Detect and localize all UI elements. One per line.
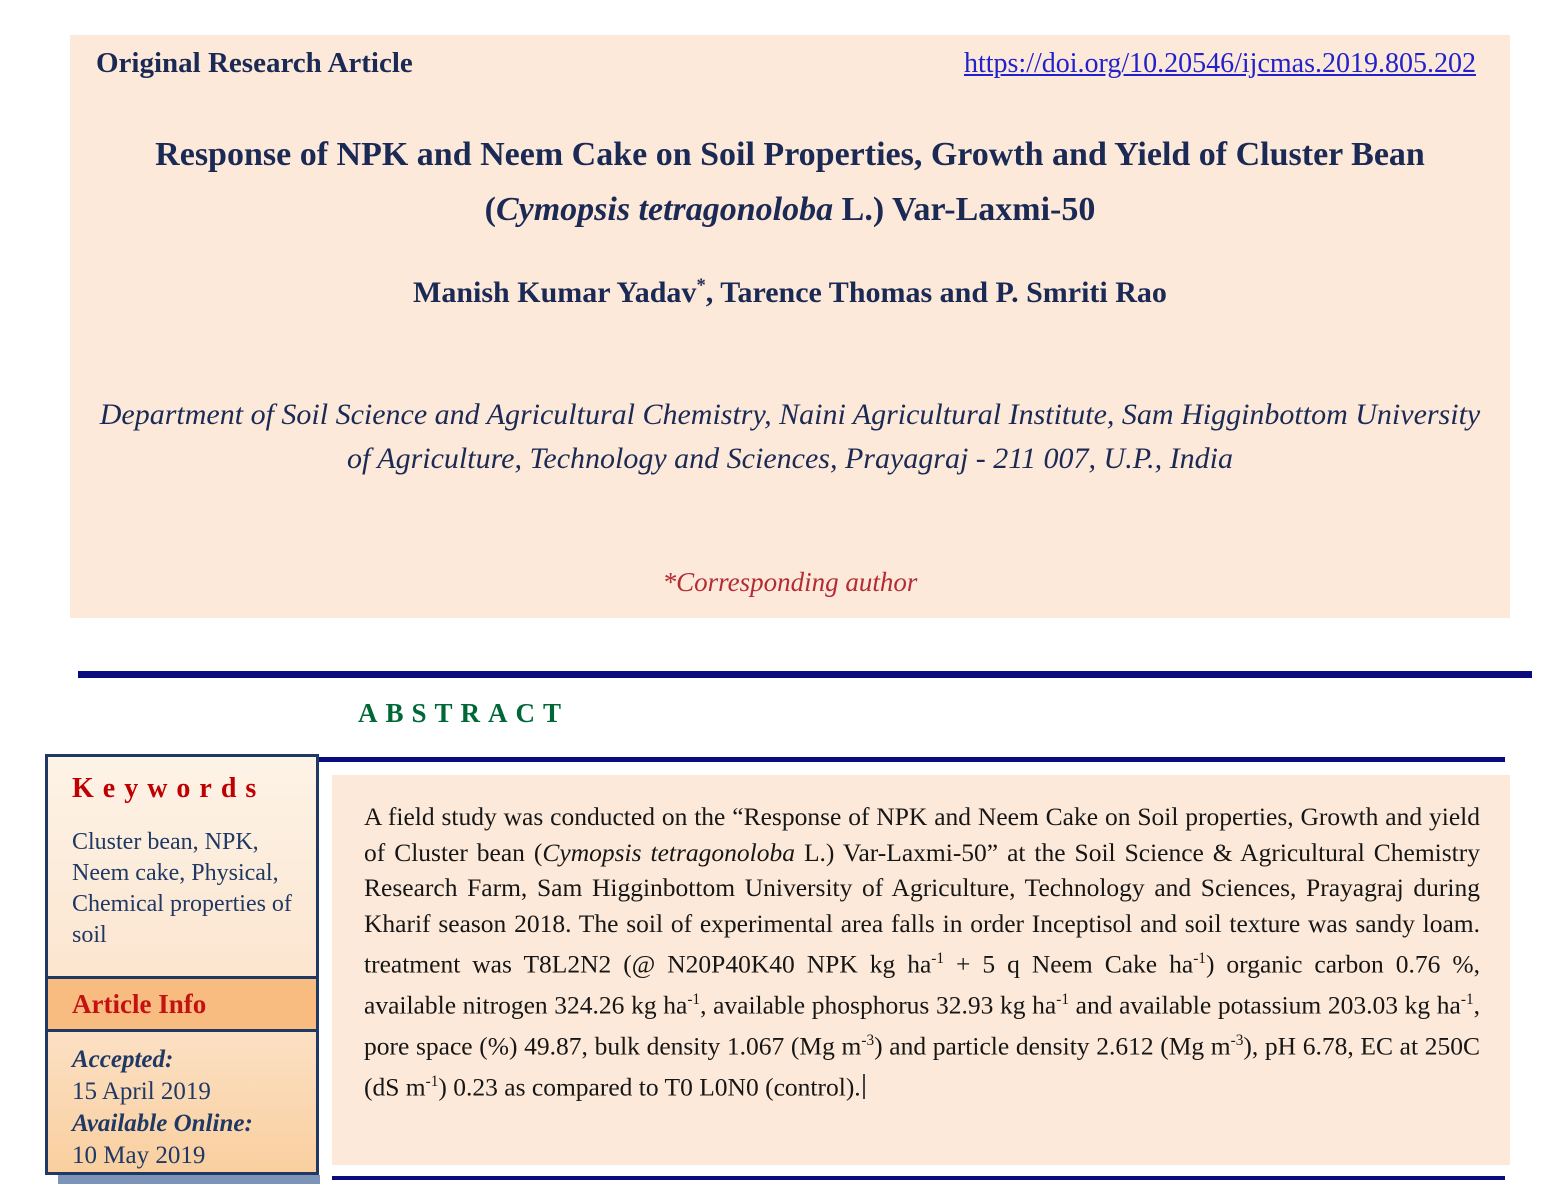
keywords-list: Cluster bean, NPK, Neem cake, Physical, Chemical properties of soil [72, 829, 292, 948]
box-drop-shadow [58, 1175, 320, 1184]
article-info-heading: Article Info [72, 988, 207, 1019]
article-info-header [48, 976, 316, 1032]
authors-line: Manish Kumar Yadav*, Tarence Thomas and P. Smriti Rao [413, 275, 1167, 309]
doi-link[interactable]: https://doi.org/10.20546/ijcmas.2019.805.202 [963, 48, 1476, 79]
paper-title: Response of NPK and Neem Cake on Soil Properties, Growth and Yield of Cluster Bean (Cymopsis tetragonoloba L.) Var-Laxmi-50 [155, 136, 1425, 228]
abstract-divider-rule [318, 757, 1505, 762]
bottom-divider-rule [332, 1176, 1505, 1180]
accepted-label: Accepted: [72, 1046, 174, 1073]
text-cursor [863, 1074, 865, 1099]
abstract-text: A field study was conducted on the “Response of NPK and Neem Cake on Soil properties, Growth and yield of Cluster bean (Cymopsis tetragonoloba L.) Var-Laxmi-50” at the Soil Science & Agricultural Chemistry Research Farm, Sam Higginbottom University of Agriculture, Technology and Sciences, Prayagraj during Kharif season 2018. The soil of experimental area falls in order Inceptisol and soil texture was sandy loam. treatment was T8L2N2 (@ N20P40K40 NPK kg $ha^{-1} + 5$ q Neem Cake $ha^{-1}$) organic carbon 0.76 %, available nitrogen 324.26 kg $ha^{-1}$, available phosphorus 32.93 kg $ha^{-1}$ and available potassium 203.03 kg $ha^{-1}$, pore space (%) 49.87, bulk density 1.067 (Mg $m^{-3}$) and particle density 2.612 (Mg $m^{-3}$), pH 6.78, EC at 250C (dS $m^{-1}$) 0.23 as compared to T0 L0N0 (control). [364, 802, 1481, 1102]
keywords-heading: Keywords [72, 773, 266, 804]
top-divider-rule [78, 671, 1532, 678]
keywords-section [48, 757, 316, 976]
article-type-label: Original Research Article [96, 47, 413, 79]
header-row [96, 47, 1476, 80]
available-online-date: 10 May 2019 [72, 1142, 206, 1169]
abstract-box [332, 775, 1510, 1165]
header-panel [70, 35, 1510, 618]
keywords-article-info-box [45, 754, 319, 1175]
accepted-date: 15 April 2019 [72, 1078, 211, 1105]
article-info-body [48, 1032, 316, 1172]
affiliation: Department of Soil Science and Agricultural Chemistry, Naini Agricultural Institute, Sam Higginbottom University of Agriculture, Technology and Sciences, Prayagraj - 211 007, U.P., India [99, 398, 1481, 475]
corresponding-author-note: *Corresponding author [662, 567, 918, 597]
abstract-heading: ABSTRACT [358, 698, 570, 728]
available-online-label: Available Online: [72, 1110, 253, 1137]
